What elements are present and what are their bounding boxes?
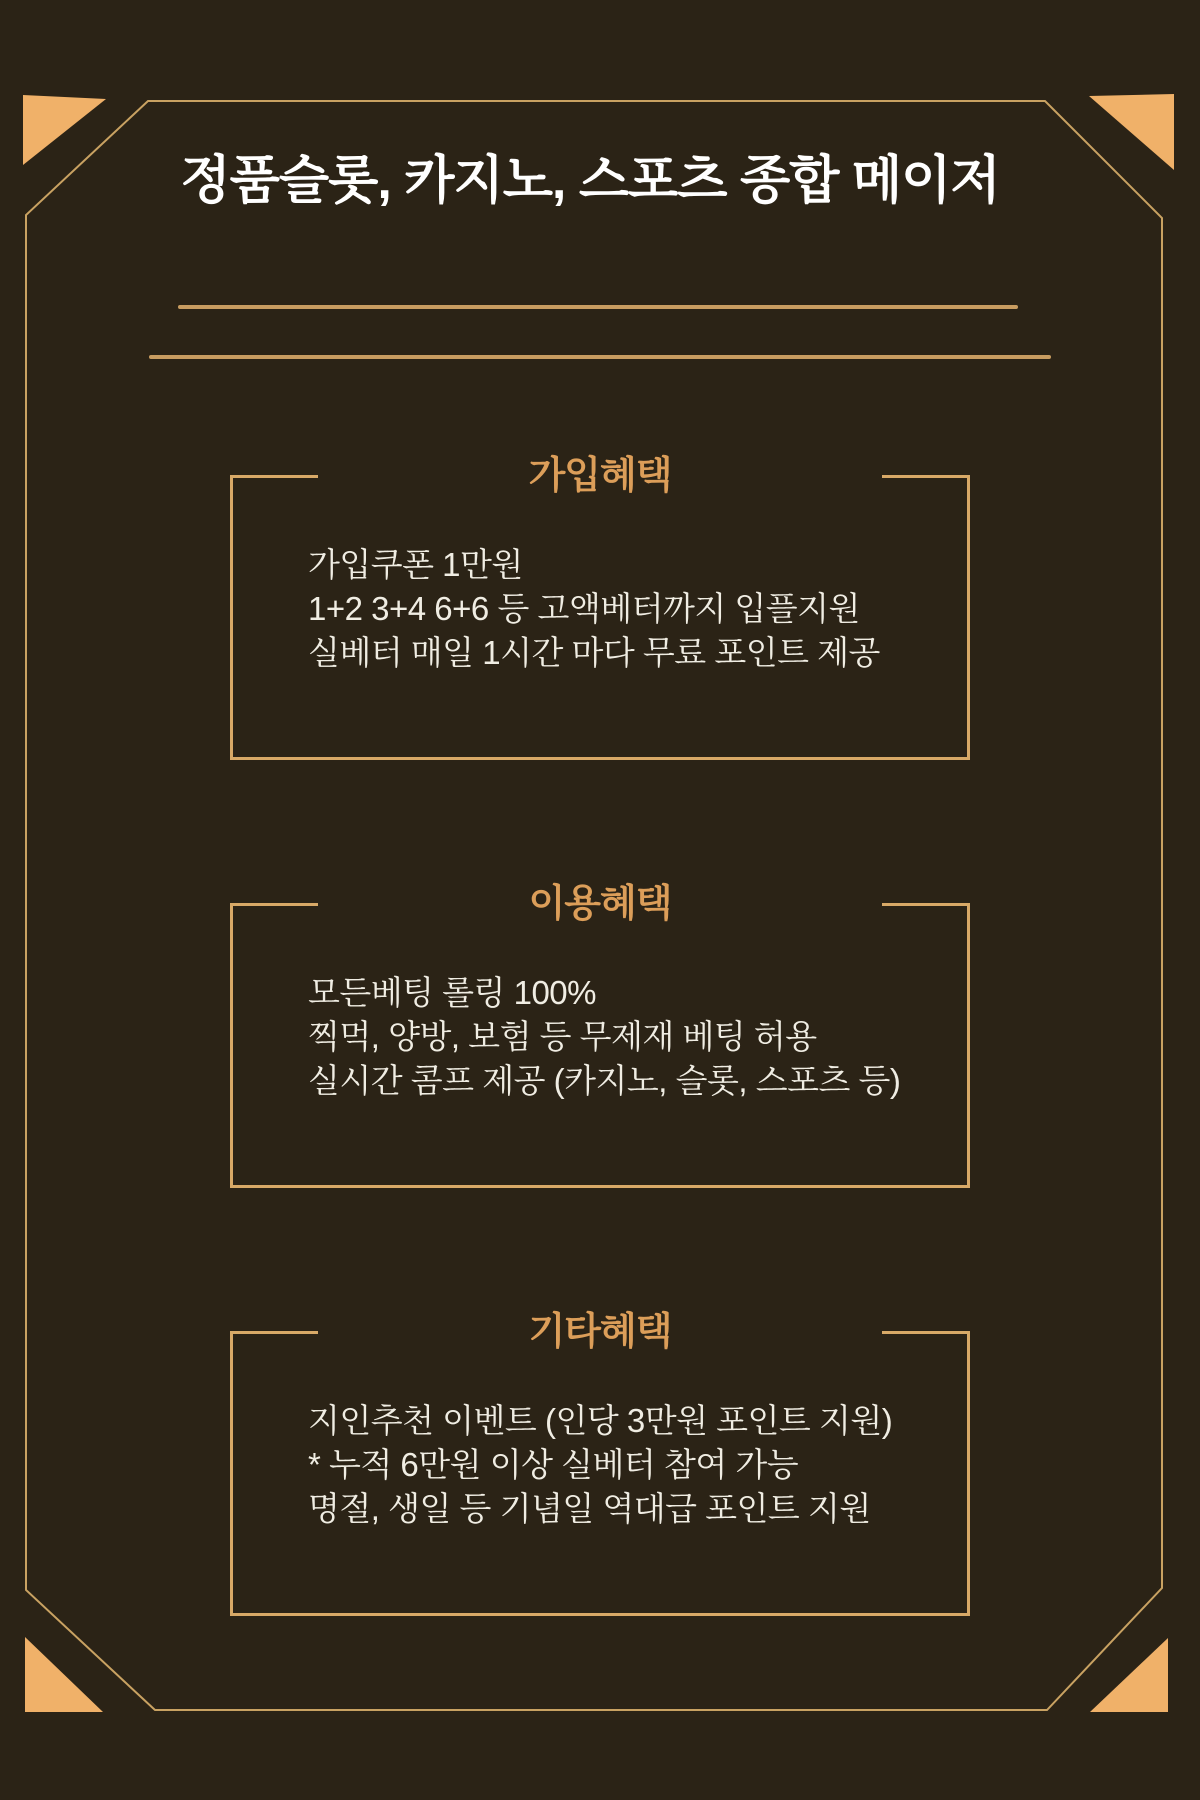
box-border-left bbox=[230, 1331, 233, 1616]
box-border-right bbox=[967, 903, 970, 1188]
box-border-left bbox=[230, 903, 233, 1188]
benefit-line: 모든베팅 롤링 100% bbox=[308, 974, 597, 1011]
benefit-header-usage: 이용혜택 bbox=[528, 883, 672, 925]
benefit-line: 실베터 매일 1시간 마다 무료 포인트 제공 bbox=[308, 634, 880, 671]
benefit-header-other: 기타혜택 bbox=[528, 1311, 672, 1353]
benefit-line: 명절, 생일 등 기념일 역대급 포인트 지원 bbox=[308, 1490, 871, 1527]
benefit-header-signup: 가입혜택 bbox=[528, 455, 672, 497]
title-divider-top bbox=[178, 305, 1018, 309]
benefit-line: 가입쿠폰 1만원 bbox=[308, 546, 523, 583]
corner-triangle-bottom-left bbox=[25, 1637, 103, 1712]
page-title: 정품슬롯, 카지노, 스포츠 종합 메이저 bbox=[180, 152, 1000, 210]
title-divider-bottom bbox=[149, 355, 1051, 359]
benefit-line: 찍먹, 양방, 보험 등 무제재 베팅 허용 bbox=[308, 1018, 817, 1055]
benefit-line: * 누적 6만원 이상 실베터 참여 가능 bbox=[308, 1446, 799, 1483]
benefit-box-usage bbox=[230, 883, 970, 1188]
corner-triangle-bottom-right bbox=[1090, 1638, 1168, 1712]
benefit-lines-other bbox=[308, 1399, 960, 1531]
box-border-bottom bbox=[230, 1613, 970, 1616]
benefit-box-signup bbox=[230, 455, 970, 760]
box-border-bottom bbox=[230, 757, 970, 760]
benefit-lines-signup bbox=[308, 543, 960, 675]
box-border-right bbox=[967, 1331, 970, 1616]
benefit-lines-usage bbox=[308, 971, 960, 1103]
benefit-line: 실시간 콤프 제공 (카지노, 슬롯, 스포츠 등) bbox=[308, 1062, 901, 1099]
box-border-left bbox=[230, 475, 233, 760]
benefit-line: 지인추천 이벤트 (인당 3만원 포인트 지원) bbox=[308, 1402, 893, 1439]
benefit-box-other bbox=[230, 1311, 970, 1616]
box-border-right bbox=[967, 475, 970, 760]
box-border-bottom bbox=[230, 1185, 970, 1188]
benefit-line: 1+2 3+4 6+6 등 고액베터까지 입플지원 bbox=[308, 590, 860, 627]
